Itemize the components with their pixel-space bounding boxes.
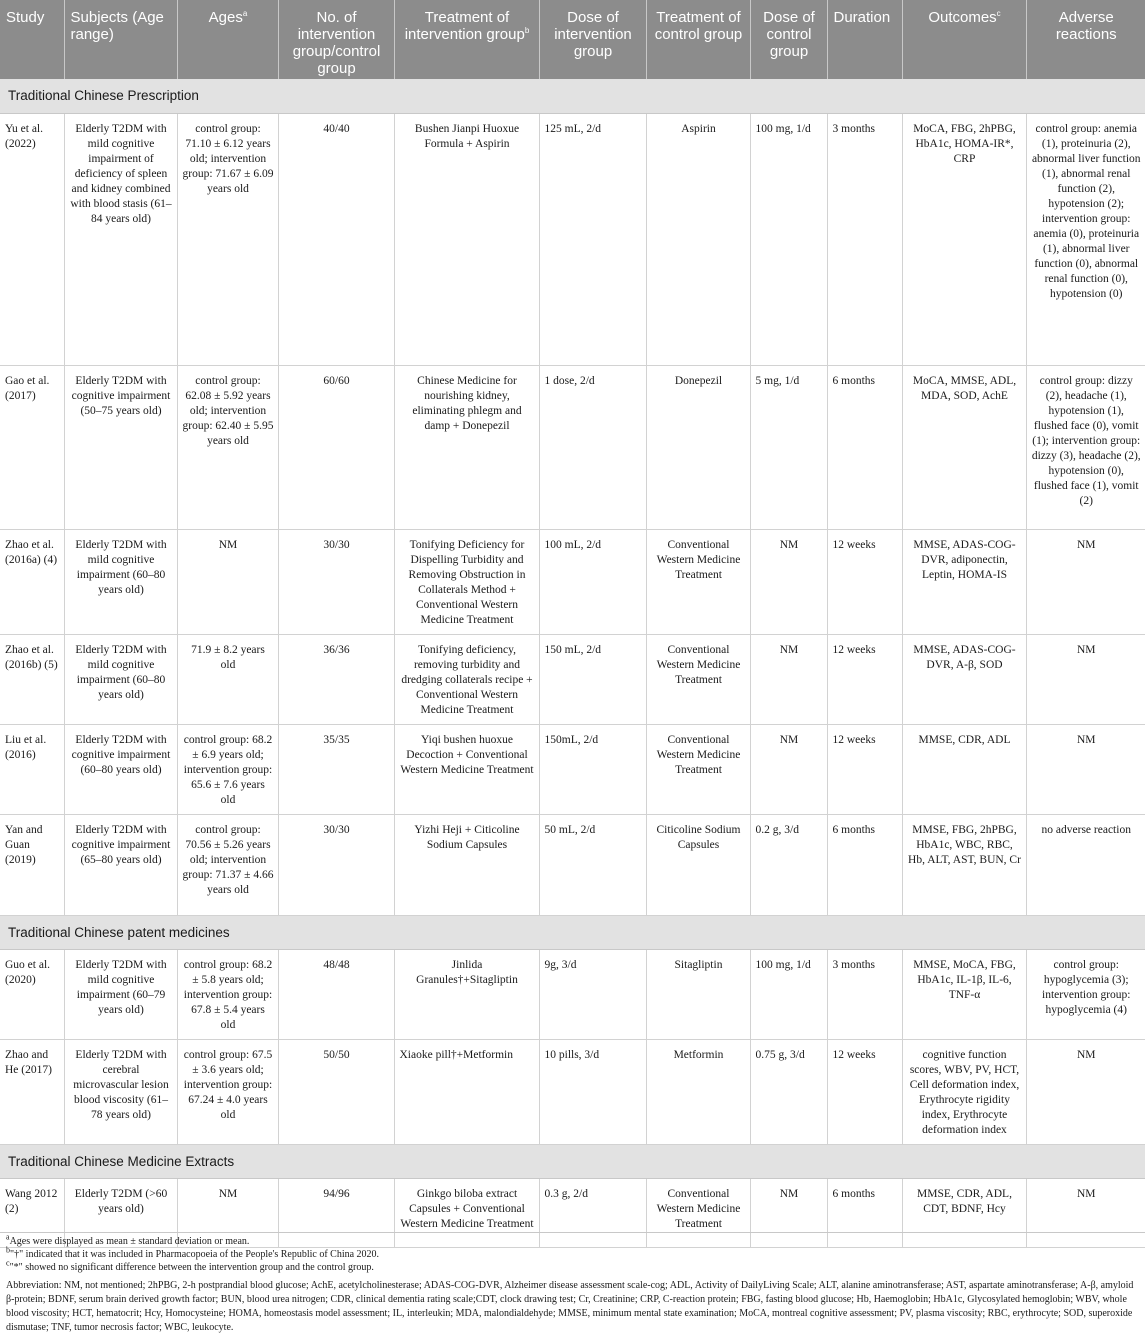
header-adverse: Adverse reactions: [1026, 0, 1145, 79]
cell-adverse: NM: [1026, 1039, 1145, 1144]
footnote-divider: [0, 1232, 1145, 1233]
cell-control-treatment: Citicoline Sodium Capsules: [646, 814, 750, 915]
cell-subjects: Elderly T2DM with mild cognitive impairment (60–80 years old): [64, 529, 177, 634]
header-control-dose: Dose of control group: [750, 0, 827, 79]
header-outcomes: Outcomes$^c$: [902, 0, 1026, 79]
cell-intervention-dose: 9g, 3/d: [539, 949, 646, 1039]
cell-intervention-treatment: Tonifying Deficiency for Dispelling Turbidity and Removing Obstruction in Collaterals Method + Conventional Western Medicine Treatment: [394, 529, 539, 634]
section-title: Traditional Chinese Medicine Extracts: [0, 1144, 1145, 1178]
cell-subjects: Elderly T2DM with cognitive impairment (60–80 years old): [64, 724, 177, 814]
cell-duration: 3 months: [827, 949, 902, 1039]
cell-intervention-treatment: Xiaoke pill†+Metformin: [394, 1039, 539, 1144]
cell-control-dose: 0.2 g, 3/d: [750, 814, 827, 915]
cell-duration: 6 months: [827, 814, 902, 915]
cell-ages: NM: [177, 1178, 278, 1247]
cell-ages: control group: 67.5 ± 3.6 years old; intervention group: 67.24 ± 4.0 years old: [177, 1039, 278, 1144]
cell-duration: 6 months: [827, 365, 902, 529]
cell-intervention-treatment: Chinese Medicine for nourishing kidney, eliminating phlegm and damp + Donepezil: [394, 365, 539, 529]
cell-intervention-treatment: Bushen Jianpi Huoxue Formula + Aspirin: [394, 113, 539, 365]
cell-control-treatment: Metformin: [646, 1039, 750, 1144]
table-row: [0, 724, 1145, 814]
cell-control-dose: NM: [750, 724, 827, 814]
cell-outcomes: MMSE, CDR, ADL: [902, 724, 1026, 814]
cell-subjects: Elderly T2DM with mild cognitive impairment of deficiency of spleen and kidney combined with blood stasis (61–84 years old): [64, 113, 177, 365]
cell-study: Zhao et al. (2016a) (4): [0, 529, 64, 634]
header-intervention-treatment: Treatment of intervention group$^b$: [394, 0, 539, 79]
cell-control-treatment: Aspirin: [646, 113, 750, 365]
cell-intervention-dose: 10 pills, 3/d: [539, 1039, 646, 1144]
cell-outcomes: MMSE, CDR, ADL, CDT, BDNF, Hcy: [902, 1178, 1026, 1247]
cell-control-dose: 100 mg, 1/d: [750, 113, 827, 365]
cell-adverse: control group: hypoglycemia (3); intervention group: hypoglycemia (4): [1026, 949, 1145, 1039]
cell-number: 50/50: [278, 1039, 394, 1144]
header-subjects: Subjects (Age range): [64, 0, 177, 79]
cell-outcomes: MoCA, FBG, 2hPBG, HbA1c, HOMA-IR*, CRP: [902, 113, 1026, 365]
cell-control-treatment: Conventional Western Medicine Treatment: [646, 724, 750, 814]
cell-intervention-dose: 50 mL, 2/d: [539, 814, 646, 915]
cell-study: Wang 2012 (2): [0, 1178, 64, 1247]
cell-outcomes: cognitive function scores, WBV, PV, HCT, Cell deformation index, Erythrocyte rigidity index, Erythrocyte deformation index: [902, 1039, 1026, 1144]
cell-adverse: NM: [1026, 634, 1145, 724]
cell-control-dose: 0.75 g, 3/d: [750, 1039, 827, 1144]
cell-control-treatment: Donepezil: [646, 365, 750, 529]
cell-ages: control group: 68.2 ± 6.9 years old; intervention group: 65.6 ± 7.6 years old: [177, 724, 278, 814]
cell-outcomes: MMSE, MoCA, FBG, HbA1c, IL-1β, IL-6, TNF-α: [902, 949, 1026, 1039]
table-row: [0, 949, 1145, 1039]
cell-study: Zhao and He (2017): [0, 1039, 64, 1144]
cell-intervention-dose: 0.3 g, 2/d: [539, 1178, 646, 1247]
cell-adverse: control group: dizzy (2), headache (1), hypotension (1), flushed face (0), vomit (1); intervention group: dizzy (3), headache (2), hypotension (0), flushed face (1), vomit (2): [1026, 365, 1145, 529]
cell-outcomes: MMSE, ADAS-COG-DVR, A-β, SOD: [902, 634, 1026, 724]
cell-duration: 12 weeks: [827, 724, 902, 814]
cell-duration: 12 weeks: [827, 529, 902, 634]
cell-study: Guo et al. (2020): [0, 949, 64, 1039]
cell-control-treatment: Sitagliptin: [646, 949, 750, 1039]
cell-subjects: Elderly T2DM with mild cognitive impairment (60–80 years old): [64, 634, 177, 724]
cell-control-dose: 5 mg, 1/d: [750, 365, 827, 529]
cell-intervention-dose: 125 mL, 2/d: [539, 113, 646, 365]
cell-ages: control group: 68.2 ± 5.8 years old; intervention group: 67.8 ± 5.4 years old: [177, 949, 278, 1039]
cell-subjects: Elderly T2DM with cerebral microvascular lesion blood viscosity (61–78 years old): [64, 1039, 177, 1144]
cell-subjects: Elderly T2DM with cognitive impairment (65–80 years old): [64, 814, 177, 915]
cell-subjects: Elderly T2DM with cognitive impairment (50–75 years old): [64, 365, 177, 529]
cell-number: 36/36: [278, 634, 394, 724]
cell-adverse: control group: anemia (1), proteinuria (2), abnormal liver function (1), abnormal renal function (2), hypotension (2); intervention group: anemia (0), proteinuria (1), abnormal liver function (0), abnormal renal function (0), hypotension (0): [1026, 113, 1145, 365]
cell-control-treatment: Conventional Western Medicine Treatment: [646, 529, 750, 634]
cell-outcomes: MoCA, MMSE, ADL, MDA, SOD, AchE: [902, 365, 1026, 529]
cell-duration: 3 months: [827, 113, 902, 365]
cell-study: Liu et al. (2016): [0, 724, 64, 814]
cell-intervention-dose: 1 dose, 2/d: [539, 365, 646, 529]
section-title: Traditional Chinese patent medicines: [0, 915, 1145, 949]
cell-intervention-treatment: Tonifying deficiency, removing turbidity and dredging collaterals recipe + Conventional Western Medicine Treatment: [394, 634, 539, 724]
footnote-a: $^a$Ages were displayed as mean ± standard deviation or mean.: [6, 1232, 250, 1247]
cell-number: 30/30: [278, 814, 394, 915]
cell-intervention-dose: 100 mL, 2/d: [539, 529, 646, 634]
cell-number: 60/60: [278, 365, 394, 529]
abbreviation-note: Abbreviation: NM, not mentioned; 2hPBG, 2-h postprandial blood glucose; AchE, acetylcholinesterase; ADAS-COG-DVR, Alzheimer disease assessment scale-cog; ADL, Activity of DailyLiving Scale; ALT, alanine aminotransferase; AST, aspartate aminotransferase; A-β, amyloid β-protein; BDNF, serum brain derived growth factor; BUN, blood urea nitrogen; CDR, clinical dementia rating scale;CDT, clock drawing test; Cr, Creatinine; CRP, C-reaction protein; FBG, fasting blood glucose; Hb, Haemoglobin; HbA1c, Glycosylated hemoglobin; WBV, whole blood viscosity; HCT, hematocrit; Hcy, Homocysteine; HOMA, homeostasis model assessment; IL, interleukin; MDA, malondialdehyde; MMSE, minimum mental state examination; MoCA, montreal cognitive assessment; PV, plasma viscosity; RBC, erythrocyte; SOD, superoxide dismutase; TNF, tumor necrosis factor; WBC, leukocyte.: [6, 1280, 1134, 1333]
cell-study: Yan and Guan (2019): [0, 814, 64, 915]
header-study: Study: [0, 0, 64, 79]
cell-intervention-dose: 150 mL, 2/d: [539, 634, 646, 724]
cell-subjects: Elderly T2DM with mild cognitive impairment (60–79 years old): [64, 949, 177, 1039]
cell-intervention-treatment: Yiqi bushen huoxue Decoction + Conventional Western Medicine Treatment: [394, 724, 539, 814]
cell-duration: 12 weeks: [827, 1039, 902, 1144]
section-row-prescription: [0, 79, 1145, 113]
section-row-patent: [0, 915, 1145, 949]
cell-number: 35/35: [278, 724, 394, 814]
cell-number: 48/48: [278, 949, 394, 1039]
table-row: [0, 814, 1145, 915]
cell-control-dose: 100 mg, 1/d: [750, 949, 827, 1039]
section-row-extracts: [0, 1144, 1145, 1178]
cell-ages: control group: 70.56 ± 5.26 years old; intervention group: 71.37 ± 4.66 years old: [177, 814, 278, 915]
cell-adverse: NM: [1026, 724, 1145, 814]
cell-ages: control group: 62.08 ± 5.92 years old; intervention group: 62.40 ± 5.95 years old: [177, 365, 278, 529]
section-title: Traditional Chinese Prescription: [0, 79, 1145, 113]
footnote-c: $^c$"*" showed no significant difference between the intervention group and the control group.: [6, 1258, 374, 1273]
cell-control-dose: NM: [750, 1178, 827, 1247]
cell-ages: 71.9 ± 8.2 years old: [177, 634, 278, 724]
table-row: [0, 365, 1145, 529]
table-header: [0, 0, 1145, 79]
footnote-b: $^b$"†" indicated that it was included in Pharmacopoeia of the People's Republic of China 2020.: [6, 1245, 380, 1260]
header-duration: Duration: [827, 0, 902, 79]
cell-intervention-treatment: Jinlida Granules†+Sitagliptin: [394, 949, 539, 1039]
cell-control-dose: NM: [750, 529, 827, 634]
table-row: [0, 1039, 1145, 1144]
cell-control-treatment: Conventional Western Medicine Treatment: [646, 634, 750, 724]
header-intervention-dose: Dose of intervention group: [539, 0, 646, 79]
table-row: [0, 113, 1145, 365]
cell-study: Gao et al. (2017): [0, 365, 64, 529]
cell-adverse: NM: [1026, 1178, 1145, 1247]
cell-intervention-treatment: Ginkgo biloba extract Capsules + Conventional Western Medicine Treatment: [394, 1178, 539, 1247]
cell-ages: control group: 71.10 ± 6.12 years old; intervention group: 71.67 ± 6.09 years old: [177, 113, 278, 365]
cell-study: Zhao et al. (2016b) (5): [0, 634, 64, 724]
cell-outcomes: MMSE, ADAS-COG-DVR, adiponectin, Leptin, HOMA-IS: [902, 529, 1026, 634]
cell-duration: 12 weeks: [827, 634, 902, 724]
cell-intervention-dose: 150mL, 2/d: [539, 724, 646, 814]
cell-subjects: Elderly T2DM (>60 years old): [64, 1178, 177, 1247]
cell-number: 94/96: [278, 1178, 394, 1247]
table-row: [0, 634, 1145, 724]
header-number: No. of intervention group/control group: [278, 0, 394, 79]
cell-study: Yu et al. (2022): [0, 113, 64, 365]
cell-adverse: NM: [1026, 529, 1145, 634]
cell-control-treatment: Conventional Western Medicine Treatment: [646, 1178, 750, 1247]
table-row: [0, 529, 1145, 634]
cell-ages: NM: [177, 529, 278, 634]
cell-duration: 6 months: [827, 1178, 902, 1247]
table-footnotes: [0, 1232, 1145, 1335]
cell-number: 30/30: [278, 529, 394, 634]
cell-intervention-treatment: Yizhi Heji + Citicoline Sodium Capsules: [394, 814, 539, 915]
cell-number: 40/40: [278, 113, 394, 365]
cell-adverse: no adverse reaction: [1026, 814, 1145, 915]
cell-outcomes: MMSE, FBG, 2hPBG, HbA1c, WBC, RBC, Hb, ALT, AST, BUN, Cr: [902, 814, 1026, 915]
header-control-treatment: Treatment of control group: [646, 0, 750, 79]
cell-control-dose: NM: [750, 634, 827, 724]
header-ages: Ages$^a$: [177, 0, 278, 79]
